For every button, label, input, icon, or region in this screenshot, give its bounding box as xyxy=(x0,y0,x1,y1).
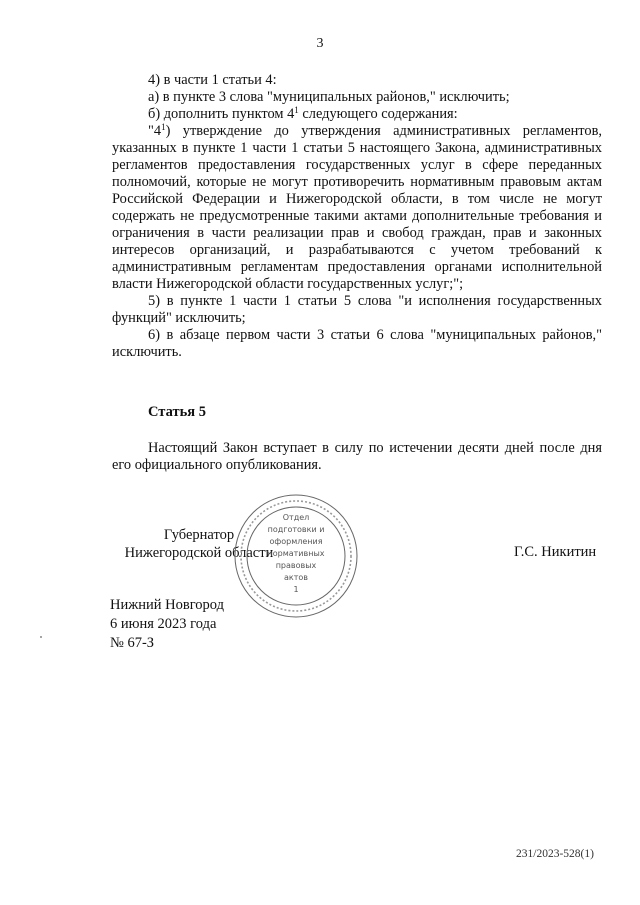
amendments-text xyxy=(112,72,602,361)
stamp-number: 1 xyxy=(293,585,299,594)
article-5-text: Настоящий Закон вступает в силу по истечении десяти дней после дня его официального опубликования. xyxy=(112,440,602,473)
quote-text: ) утверждение до утверждения административных регламентов, указанных в пункте 1 части 1 статьи 5 настоящего Закона, административных регламентов предоставления государственных услуг в сфере переданных полномочий, которые не могут противоречить нормативным правовым актам Российской Федерации и Нижегородской области, в том числе не могут содержать не предусмотренные такими актами дополнительные требования и ограничения в части реализации прав и свобод граждан, прав и законных интересов организаций, и разрабатываются с учетом требований к административным регламентам предоставления органами исполнительной власти Нижегородской области государственных услуг;"; xyxy=(112,123,602,292)
scan-speck xyxy=(40,636,42,638)
place-city: Нижний Новгород xyxy=(110,597,225,613)
item-4-b-text: б) дополнить пунктом 4 xyxy=(148,106,295,122)
stamp-line-4: нормативных xyxy=(267,549,325,558)
stamp-line-2: подготовки и xyxy=(267,525,325,534)
law-number: № 67-З xyxy=(110,635,155,651)
stamp-line-3: оформления xyxy=(269,537,323,546)
article-5-heading: Статья 5 xyxy=(148,404,206,420)
item-4-b-superscript: 1 xyxy=(294,105,299,115)
quoted-point-4-1 xyxy=(112,123,602,293)
law-date: 6 июня 2023 года xyxy=(110,616,217,632)
place-date-number xyxy=(110,596,224,653)
document-code: 231/2023-528(1) xyxy=(516,848,594,860)
official-stamp xyxy=(232,492,360,620)
quote-open: "4 xyxy=(148,123,162,139)
item-4-intro: 4) в части 1 статьи 4: xyxy=(148,72,277,88)
item-4-b-tail: следующего содержания: xyxy=(298,106,458,122)
signatory-name: Г.С. Никитин xyxy=(514,544,597,560)
stamp-line-1: Отдел xyxy=(282,513,310,522)
item-5: 5) в пункте 1 части 1 статьи 5 слова "и исполнения государственных функций" исключить; xyxy=(112,293,602,326)
page-number: 3 xyxy=(316,36,324,51)
stamp-line-6: актов xyxy=(283,573,309,582)
quote-superscript: 1 xyxy=(161,122,166,132)
signatory-title-line1: Губернатор xyxy=(163,527,235,543)
item-4-b xyxy=(112,106,602,123)
item-4-a: а) в пункте 3 слова "муниципальных районов," исключить; xyxy=(148,89,510,105)
signatory-title-line2: Нижегородской области xyxy=(124,545,274,561)
stamp-line-5: правовых xyxy=(275,561,317,570)
item-6: 6) в абзаце первом части 3 статьи 6 слова "муниципальных районов," исключить. xyxy=(112,327,602,360)
